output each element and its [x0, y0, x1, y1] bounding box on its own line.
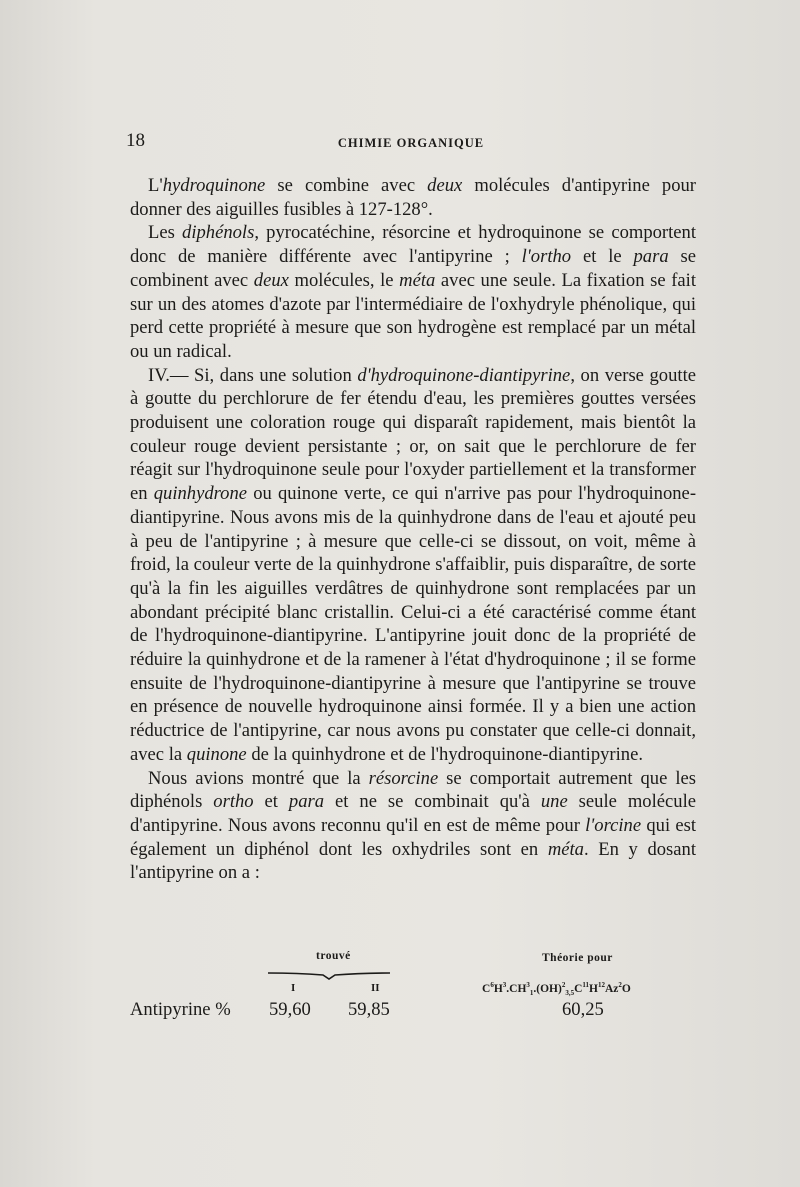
text-run: et ne se combinait qu'à [324, 791, 541, 813]
text-run: seule molécule d'antipyrine. Nous avons reconnu qu'il en est de même pour [130, 791, 696, 836]
italic-run: hydroquinone [162, 175, 266, 196]
formula-part: C [574, 982, 583, 995]
theory-value: 60,25 [562, 999, 604, 1020]
text-run: Les [148, 222, 183, 244]
brace-line [268, 970, 390, 980]
found-header: trouvé [316, 950, 351, 962]
text-run: se combine avec [265, 175, 428, 196]
italic-run: para [633, 246, 669, 268]
value-I: 59,60 [269, 999, 311, 1020]
italic-run: l'ortho [521, 246, 572, 268]
formula-part: 3 [526, 981, 530, 989]
paragraph [130, 221, 696, 363]
paragraph [130, 174, 696, 221]
paragraph [130, 364, 696, 767]
text-run: Nous avions montré que la [148, 767, 369, 789]
italic-run: méta [399, 269, 436, 291]
italic-run: deux [427, 175, 463, 196]
text-run: IV.— Si, dans une solution [148, 364, 358, 386]
text-run: ou quinone verte, ce qui n'arrive pas pour l'hydroquinone-diantipyrine. Nous avons mis de la quinhydrone dans de l'eau et ajouté peu à peu de l'antipyrine ; à mesure que celle-ci se dissout, on voit, même à froid, la couleur verte de la quinhydrone s'affaiblir, puis disparaître, de sorte qu'à la fin les aiguilles verdâtres de quinhydrone sont remplacées par un abondant précipité blanc cristallin. Celui-ci a été caractérisé comme étant de l'hydroquinone-diantipyrine. L'antipyrine jouit donc de la propriété de réduire la quinhydrone et de la ramener à l'état d'hydroquinone ; il se forme ensuite de l'hydroquinone-diantipyrine à mesure que l'antipyrine se trouve en présence de nouvelle hydroquinone ainsi formée. Il y a bien une action réductrice de l'antipyrine, car nous avons pu constater que celle-ci donnait, avec la [130, 483, 697, 765]
text-run: , pyrocatéchine, résorcine et hydroquinone se comportent donc de manière différente avec l'antipyrine ; [130, 222, 696, 268]
italic-run: l'orcine [585, 814, 642, 836]
formula-part: .CH [506, 982, 527, 995]
formula [482, 981, 631, 997]
formula-part: C [482, 982, 491, 995]
italic-run: méta [547, 838, 584, 860]
running-title: CHIMIE ORGANIQUE [337, 136, 485, 150]
italic-run: diphénols [182, 222, 255, 244]
italic-run: quinone [186, 743, 247, 765]
italic-run: deux [253, 269, 289, 291]
paragraph [130, 767, 696, 886]
italic-run: d'hydroquinone-diantipyrine [357, 364, 571, 386]
column-I: I [291, 982, 296, 994]
formula-part: 1 [529, 989, 534, 998]
text-run: se comportait autrement que les diphénols [130, 767, 696, 813]
text-run: et [253, 791, 289, 813]
value-II: 59,85 [348, 999, 390, 1020]
formula-part: 3 [502, 981, 507, 989]
formula-part: O [621, 982, 631, 995]
text-run: . En y dosant l'antipyrine on a : [130, 838, 696, 884]
italic-run: para [288, 791, 325, 813]
text-run: se combinent avec [130, 246, 696, 291]
page-header [126, 130, 696, 160]
italic-run: quinhydrone [153, 483, 248, 505]
text-run: de la quinhydrone et de l'hydroquinone-diantipyrine. [246, 743, 643, 765]
row-label: Antipyrine % [130, 999, 231, 1020]
italic-run: une [540, 791, 568, 813]
column-II: II [371, 982, 380, 994]
text-run: L' [148, 175, 163, 196]
text-run: qui est également un diphénol dont les oxhydriles sont en [130, 814, 697, 860]
formula-part: .(OH) [533, 982, 562, 995]
formula-part: 6 [490, 981, 494, 989]
formula-part: H [493, 982, 503, 995]
formula-part: 11 [582, 981, 590, 989]
formula-part: 3,5 [565, 989, 575, 998]
page-number: 18 [126, 130, 145, 151]
text-run: avec une seule. La fixation se fait sur un des atomes d'azote par l'intermédiaire de l'oxhydryle phénolique, qui perd cette propriété à mesure que son hydrogène est remplacé par un métal ou un radical. [130, 269, 696, 362]
formula-part: H [589, 982, 598, 995]
formula-part: 12 [597, 981, 605, 989]
italic-run: résorcine [368, 767, 439, 789]
theory-header: Théorie pour [542, 952, 613, 964]
formula-part: Az [604, 982, 619, 995]
analysis-table [130, 950, 700, 1030]
text-run: molécules, le [288, 269, 400, 291]
formula-part: 2 [561, 981, 566, 989]
text-run: et le [571, 246, 634, 268]
text-run: molécules d'antipyrine pour donner des aiguilles fusibles à 127-128°. [130, 175, 696, 220]
formula-part: 2 [618, 981, 622, 989]
body-text [130, 174, 696, 885]
italic-run: ortho [213, 791, 254, 813]
text-run: , on verse goutte à goutte du perchlorure de fer étendu d'eau, les premières gouttes versées produisent une coloration rouge qui disparaît rapidement, mais bientôt la couleur rouge devient persistante ; or, on sait que le perchlorure de fer réagit sur l'hydroquinone seule pour l'oxyder partiellement et la transformer en [130, 364, 696, 505]
